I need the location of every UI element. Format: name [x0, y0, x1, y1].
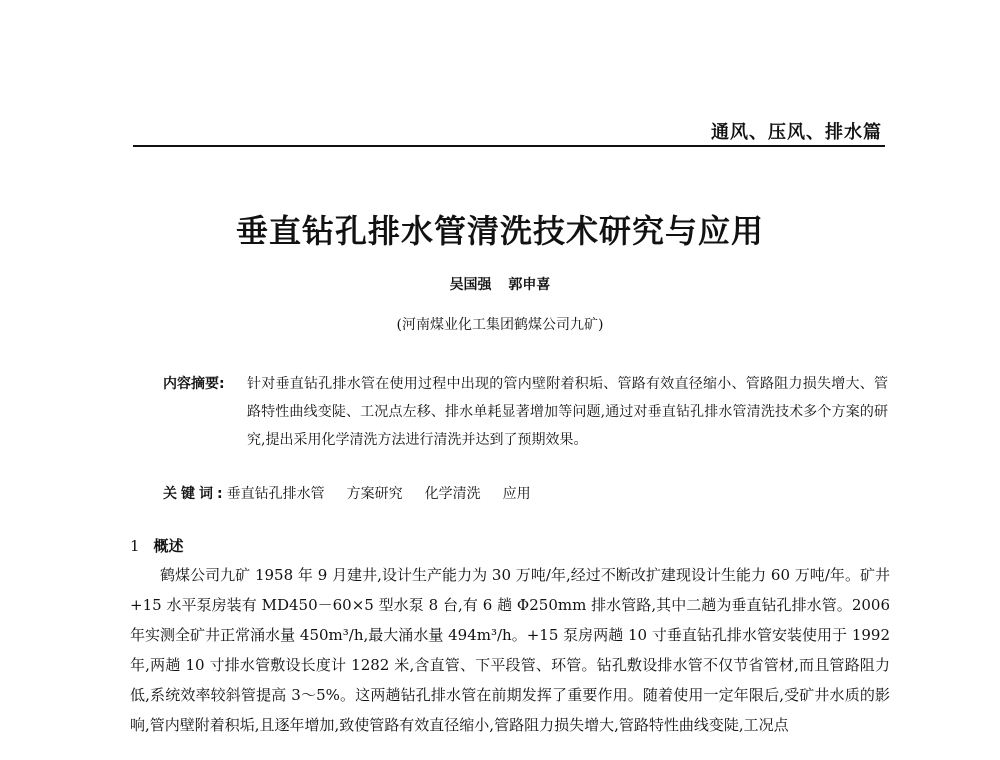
keywords-label: 关键词:: [163, 486, 227, 502]
section-tag: 通风、压风、排水篇: [711, 122, 882, 143]
section-body: 鹤煤公司九矿 1958 年 9 月建井,设计生产能力为 30 万吨/年,经过不断改扩建现设计生能力 60 万吨/年。矿井+15 水平泵房装有 MD450－60×5 型水泵 8 台,有 6 趟 Φ250mm 排水管路,其中二趟为垂直钻孔排水管。2006 年实测全矿井正常涌水量 450m³/h,最大涌水量 494m³/h。+15 泵房两趟 10 寸垂直钻孔排水管安装使用于 1992 年,两趟 10 寸排水管敷设长度计 1282 米,含直管、下平段管、环管。钻孔敷设排水管不仅节省管材,而且管路阻力低,系统效率较斜管提高 3～5%。这两趟钻孔排水管在前期发挥了重要作用。随着使用一定年限后,受矿井水质的影响,管内壁附着积垢,且逐年增加,致使管路有效直径缩小,管路阻力损失增大,管路特性曲线变陡,工况点: [130, 566, 890, 734]
keyword: 应用: [502, 486, 531, 502]
keywords: [163, 482, 888, 506]
abstract: [163, 370, 888, 454]
abstract-text: 针对垂直钻孔排水管在使用过程中出现的管内壁附着积垢、管路有效直径缩小、管路阻力损失增大、管路特性曲线变陡、工况点左移、排水单耗显著增加等问题,通过对垂直钻孔排水管清洗技术多个方案的研究,提出采用化学清洗方法进行清洗并达到了预期效果。: [247, 376, 888, 448]
keyword: 方案研究: [346, 486, 403, 502]
keyword: 垂直钻孔排水管: [226, 486, 325, 502]
section-heading: [130, 535, 184, 556]
abstract-label: 内容摘要:: [163, 376, 225, 392]
keyword: 化学清洗: [424, 486, 481, 502]
header-rule: [133, 145, 885, 147]
section-title: 概述: [153, 537, 184, 555]
article-title: 垂直钻孔排水管清洗技术研究与应用: [235, 212, 764, 250]
authors: 吴国强 郭申喜: [449, 277, 551, 293]
affiliation: (河南煤业化工集团鹤煤公司九矿): [396, 317, 604, 333]
section-number: 1: [130, 537, 140, 555]
